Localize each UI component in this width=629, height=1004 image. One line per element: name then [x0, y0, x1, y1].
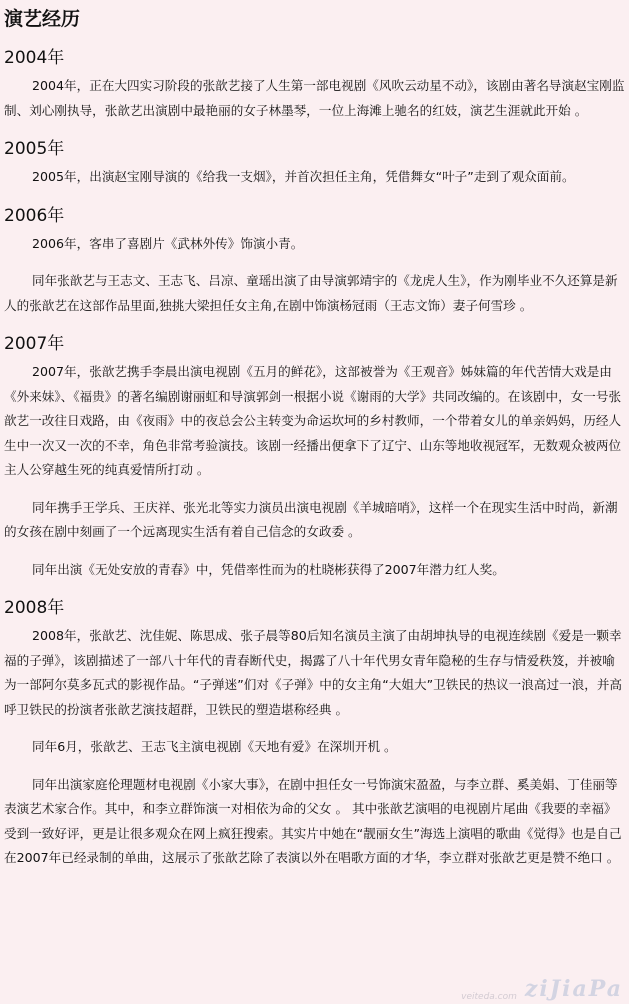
paragraph: 同年6月，张歆艺、王志飞主演电视剧《天地有爱》在深圳开机 。: [32, 739, 397, 754]
paragraph: 同年张歆艺与王志文、王志飞、吕凉、童瑶出演了由导演郭靖宇的《龙虎人生》，作为刚毕业不久还算是新人的张歆艺在这部作品里面,独挑大梁担任女主角,在剧中饰演杨冠雨（王志文饰）妻子何雪珍 。: [4, 273, 618, 313]
paragraph: 2008年，张歆艺、沈佳妮、陈思成、张子晨等80后知名演员主演了由胡坤执导的电视连续剧《爱是一颗幸福的子弹》，该剧描述了一部八十年代的青春断代史，揭露了八十年代男女青年隐秘的生存与情爱秩笈，并被喻为一部阿尔莫多瓦式的影视作品。“子弹迷”们对《子弹》中的女主角“大姐大”卫铁民的热议一浪高过一浪，并高呼卫铁民的扮演者张歆艺演技超群，卫铁民的塑造堪称经典 。: [4, 628, 623, 717]
year-heading: 2004年: [4, 48, 65, 68]
paragraph: 同年出演《无处安放的青春》中，凭借率性而为的杜晓彬获得了2007年潜力红人奖。: [32, 561, 505, 577]
year-heading: 2008年: [4, 598, 65, 618]
year-section: [4, 137, 625, 190]
year-section: [4, 204, 625, 319]
year-heading: 2005年: [4, 139, 65, 159]
watermark-site-text: veiteda.com: [461, 992, 517, 1002]
paragraph: 2006年，客串了喜剧片《武林外传》饰演小青。: [32, 235, 304, 251]
year-heading: 2007年: [4, 334, 65, 354]
year-section: [4, 332, 625, 582]
paragraph: 2005年，出演赵宝刚导演的《给我一支烟》，并首次担任主角，凭借舞女“叶子”走到了观众面前。: [32, 169, 575, 184]
page-title: 演艺经历: [4, 8, 81, 30]
paragraph: 同年携手王学兵、王庆祥、张光北等实力演员出演电视剧《羊城暗哨》，这样一个在现实生活中时尚，新潮的女孩在剧中刻画了一个远离现实生活有着自己信念的女政委 。: [4, 499, 618, 539]
year-heading: 2006年: [4, 205, 65, 226]
paragraph: 2007年，张歆艺携手李晨出演电视剧《五月的鲜花》，这部被誉为《王观音》姊妹篇的年代苦情大戏是由《外来妹》、《福贵》的著名编剧谢丽虹和导演郭剑一根据小说《谢雨的大学》共同改编的。在该剧中，女一号张歆艺一改往日戏路，由《夜雨》中的夜总会公主转变为命运坎坷的乡村教师，一个带着女儿的单亲妈妈，历经人生中一次又一次的不幸，角色非常考验演技。该剧一经播出便拿下了辽宁、山东等地收视冠军，无数观众被两位主人公穿越生死的纯真爱情所打动 。: [4, 364, 622, 477]
paragraph: 同年出演家庭伦理题材电视剧《小家大事》，在剧中担任女一号饰演宋盈盈，与李立群、奚美娟、丁佳丽等表演艺术家合作。其中，和李立群饰演一对相依为命的父女 。 其中张歆艺演唱的电视剧片尾曲《我要的幸福》受到一致好评，更是让很多观众在网上疯狂搜索。其实片中她在“靓丽女生”海选上演唱的歌曲《觉得》也是自己在2007年已经录制的单曲，这展示了张歆艺除了表演以外在唱歌方面的才华，李立群对张歆艺更是赞不绝口 。: [4, 776, 622, 865]
year-section: [4, 596, 625, 871]
paragraph: 2004年，正在大四实习阶段的张歆艺接了人生第一部电视剧《风吹云动星不动》，该剧由著名导演赵宝刚监制、刘心刚执导，张歆艺出演剧中最艳丽的女子林墨琴，一位上海滩上驰名的红妓，演艺生涯就此开始 。: [4, 78, 625, 118]
watermark-brand-logo: ziJiaPa: [524, 976, 623, 1002]
year-section: [4, 46, 625, 123]
sections-container: [4, 46, 625, 871]
watermark: [461, 976, 623, 1002]
